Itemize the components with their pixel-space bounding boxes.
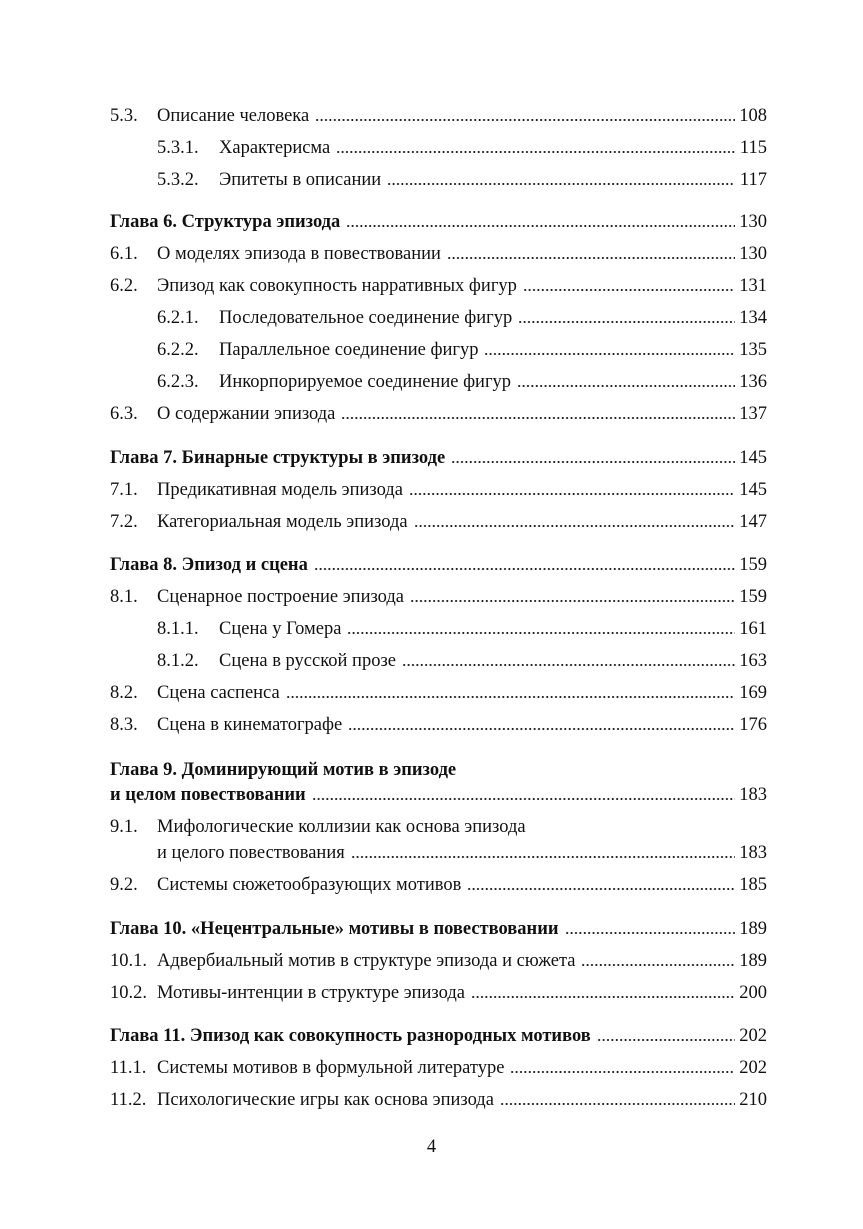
toc-entry[interactable] [110,273,767,299]
dot-leader [348,726,735,732]
section-number: 11.2. [110,1090,147,1110]
toc-entry[interactable] [110,241,767,267]
dot-leader [565,930,735,936]
dot-leader [500,1101,735,1107]
section-title: Сцена в русской прозе [219,651,396,671]
toc-chapter[interactable] [110,552,767,578]
section-title: Параллельное соединение фигур [219,340,479,360]
section-number: 6.2. [110,276,138,296]
dot-leader [387,181,735,187]
section-number: 7.2. [110,512,138,532]
section-title: и целого повествования [157,843,345,863]
page-number: 130 [739,244,767,264]
toc-entry[interactable] [157,135,767,161]
dot-leader [597,1037,735,1043]
dot-leader [581,962,735,968]
page-number: 131 [739,276,767,296]
toc-entry[interactable] [157,337,767,363]
dot-leader [510,1069,735,1075]
section-title: Предикативная модель эпизода [157,480,403,500]
page-number: 137 [739,404,767,424]
page-number: 117 [739,170,767,190]
section-number: 5.3. [110,106,138,126]
toc-chapter[interactable] [110,209,767,235]
page-number: 130 [739,212,767,232]
toc-entry-line1[interactable] [110,814,526,840]
toc-entry[interactable] [110,980,767,1006]
chapter-title-line1[interactable]: Глава 9. Доминирующий мотив в эпизоде [110,760,457,780]
section-number: 6.2.2. [157,340,199,360]
section-title: Эпитеты в описании [219,170,382,190]
dot-leader [351,854,735,860]
chapter-title: Глава 6. Структура эпизода [110,212,341,232]
page-number: 134 [739,308,767,328]
page-number: 183 [739,785,767,805]
page-number: 185 [739,875,767,895]
section-number: 7.1. [110,480,138,500]
dot-leader [517,383,735,389]
section-number: 10.2. [110,983,147,1003]
page-number: 115 [739,138,767,158]
section-number: 8.1.1. [157,619,199,639]
toc-entry[interactable] [110,401,767,427]
page-number: 159 [739,555,767,575]
toc-entry[interactable] [157,616,767,642]
page-footer-number: 4 [426,1137,437,1157]
page-number: 183 [739,843,767,863]
dot-leader [312,796,735,802]
toc-entry[interactable] [110,584,767,610]
toc-entry[interactable] [110,103,767,129]
page-number: 108 [739,106,767,126]
dot-leader [346,223,735,229]
dot-leader [409,491,735,497]
page-number: 169 [739,683,767,703]
dot-leader [447,255,735,261]
page-number: 210 [739,1090,767,1110]
section-title: Описание человека [157,106,310,126]
chapter-title: Глава 10. «Нецентральные» мотивы в повествовании [110,919,559,939]
section-number: 9.2. [110,875,138,895]
dot-leader [341,415,735,421]
page-number: 135 [739,340,767,360]
chapter-title: Глава 8. Эпизод и сцена [110,555,308,575]
dot-leader [315,117,735,123]
section-number: 5.3.2. [157,170,199,190]
section-title: Категориальная модель эпизода [157,512,408,532]
dot-leader [410,598,735,604]
chapter-title: и целом повествовании [110,785,306,805]
page-number: 136 [739,372,767,392]
section-number: 8.1.2. [157,651,199,671]
toc-entry[interactable] [157,648,767,674]
toc-chapter[interactable] [110,1023,767,1049]
dot-leader [314,566,735,572]
dot-leader [402,662,735,668]
page-number: 161 [739,619,767,639]
toc-entry[interactable] [110,1087,767,1113]
section-number: 6.1. [110,244,138,264]
section-number: 6.2.3. [157,372,199,392]
section-title: Адвербиальный мотив в структуре эпизода и сюжета [157,951,576,971]
section-number: 6.2.1. [157,308,199,328]
section-number: 5.3.1. [157,138,199,158]
chapter-title: Глава 11. Эпизод как совокупность разнородных мотивов [110,1026,591,1046]
section-title: Сцена у Гомера [219,619,342,639]
dot-leader [347,630,735,636]
section-title: Мотивы-интенции в структуре эпизода [157,983,465,1003]
section-number: 8.1. [110,587,138,607]
page-number: 145 [739,480,767,500]
dot-leader [414,523,735,529]
dot-leader [523,287,735,293]
toc-entry[interactable] [157,369,767,395]
dot-leader [484,351,735,357]
dot-leader [451,459,735,465]
page-number: 176 [739,715,767,735]
section-number: 8.2. [110,683,138,703]
section-number: 10.1. [110,951,147,971]
dot-leader [336,149,735,155]
section-number: 9.1. [110,817,138,837]
toc-entry[interactable] [110,712,767,738]
section-title: Последовательное соединение фигур [219,308,513,328]
section-title: Эпизод как совокупность нарративных фигур [157,276,517,296]
section-title: Сцена в кинематографе [157,715,343,735]
toc-entry[interactable] [157,840,767,866]
section-number: 8.3. [110,715,138,735]
section-title: Сцена саспенса [157,683,280,703]
page-number: 163 [739,651,767,671]
page-number: 189 [739,951,767,971]
toc-entry[interactable] [157,167,767,193]
toc-entry[interactable] [110,872,767,898]
toc-entry[interactable] [110,948,767,974]
toc-chapter[interactable] [110,445,767,471]
toc-entry[interactable] [110,509,767,535]
page-number: 145 [739,448,767,468]
toc-entry[interactable] [110,477,767,503]
section-number: 6.3. [110,404,138,424]
section-title: Инкорпорируемое соединение фигур [219,372,512,392]
page-number: 200 [739,983,767,1003]
page-number: 147 [739,512,767,532]
dot-leader [467,886,735,892]
toc-entry[interactable] [110,1055,767,1081]
section-title: Характерисма [219,138,331,158]
section-number: 11.1. [110,1058,147,1078]
dot-leader [518,319,735,325]
section-title: Системы сюжетообразующих мотивов [157,875,462,895]
dot-leader [286,694,735,700]
section-title-line1: Мифологические коллизии как основа эпизода [157,817,526,837]
section-title: О содержании эпизода [157,404,336,424]
chapter-title: Глава 7. Бинарные структуры в эпизоде [110,448,446,468]
page-number: 159 [739,587,767,607]
page-number: 202 [739,1058,767,1078]
page-number: 189 [739,919,767,939]
page-number: 202 [739,1026,767,1046]
toc-entry[interactable] [110,680,767,706]
toc-chapter[interactable] [110,916,767,942]
section-title: Системы мотивов в формульной литературе [157,1058,505,1078]
toc-chapter[interactable] [110,782,767,808]
section-title: Сценарное построение эпизода [157,587,405,607]
dot-leader [471,994,735,1000]
toc-entry[interactable] [157,305,767,331]
section-title: Психологические игры как основа эпизода [157,1090,494,1110]
section-title: О моделях эпизода в повествовании [157,244,441,264]
